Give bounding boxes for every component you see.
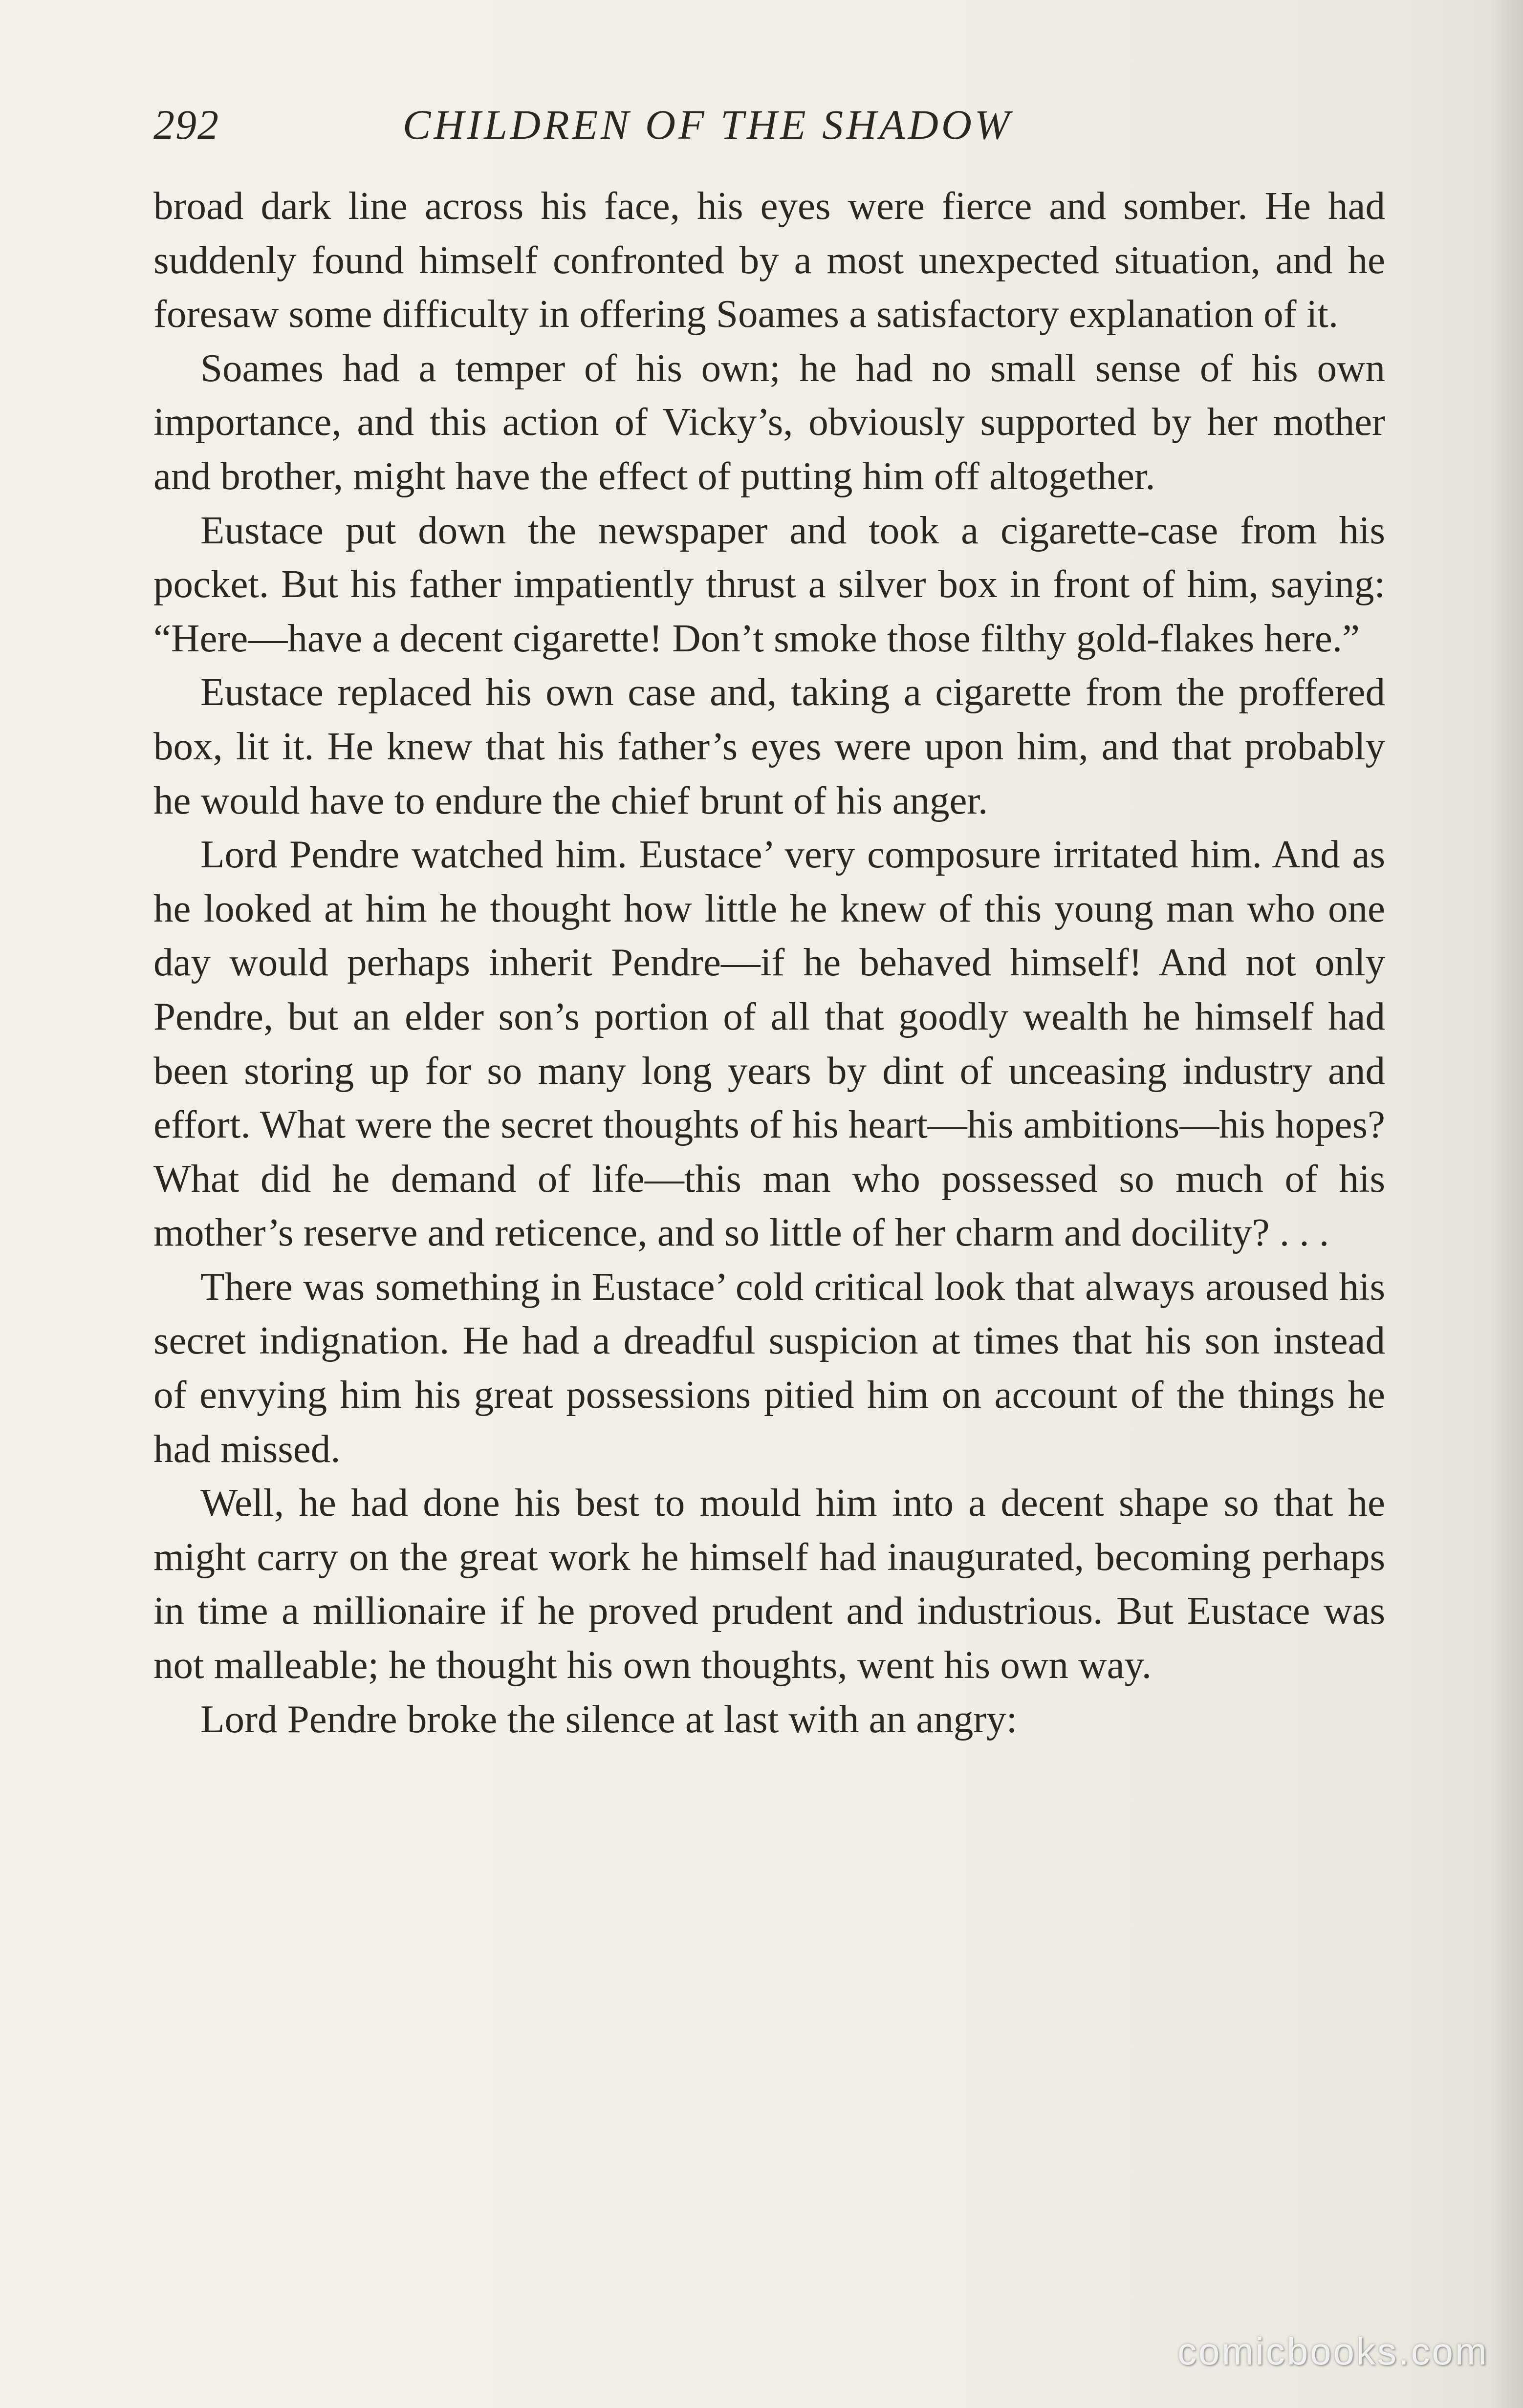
paragraph-5: Lord Pendre watched him. Eustace’ very composure irritated him. And as he looked at him he thought how little he knew of this young man who one day would perhaps inherit Pendre—if he behaved himself! And not only Pendre, but an elder son’s portion of all that goodly wealth he himself had been storing up for so many long years by dint of unceasing industry and effort. What were the secret thoughts of his heart—his ambitions—his hopes? What did he demand of life—this man who possessed so much of his mother’s reserve and reticence, and so little of her charm and docility? . . . [153,832,1385,1255]
paragraph-8: Lord Pendre broke the silence at last with an angry: [200,1697,1018,1741]
running-title: CHILDREN OF THE SHADOW [403,101,1013,148]
paragraph-3: Eustace put down the newspaper and took a cigarette-case from his pocket. But his father impatiently thrust a silver box in front of him, saying: “Here—have a decent cigarette! Don’t smoke those filthy gold-flakes here.” [153,508,1385,660]
watermark: comicbooks.com [1177,2330,1489,2373]
paragraph-4: Eustace replaced his own case and, taking a cigarette from the proffered box, lit it. He knew that his father’s eyes were upon him, and that probably he would have to endure the chief brunt of his anger. [153,670,1385,822]
paragraph-7: Well, he had done his best to mould him into a decent shape so that he might carry on the great work he himself had inaugurated, becoming perhaps in time a millionaire if he proved prudent and industrious. But Eustace was not malleable; he thought his own thoughts, went his own way. [153,1481,1385,1687]
paragraph-6: There was something in Eustace’ cold critical look that always aroused his secret indignation. He had a dreadful suspicion at times that his son instead of envying him his great possessions pitied him on account of the things he had missed. [153,1264,1385,1471]
body-text [153,179,1385,1746]
paragraph-2: Soames had a temper of his own; he had no small sense of his own importance, and this action of Vicky’s, obviously supported by her mother and brother, might have the effect of putting him off altogether. [153,345,1385,498]
paragraph-1: broad dark line across his face, his eyes were fierce and somber. He had suddenly found himself confronted by a most unexpected situation, and he foresaw some difficulty in offering Soames a satisfactory explanation of it. [153,184,1385,336]
page-edge-shadow [1489,0,1523,2408]
page-number: 292 [153,101,219,148]
running-header [153,98,1390,151]
